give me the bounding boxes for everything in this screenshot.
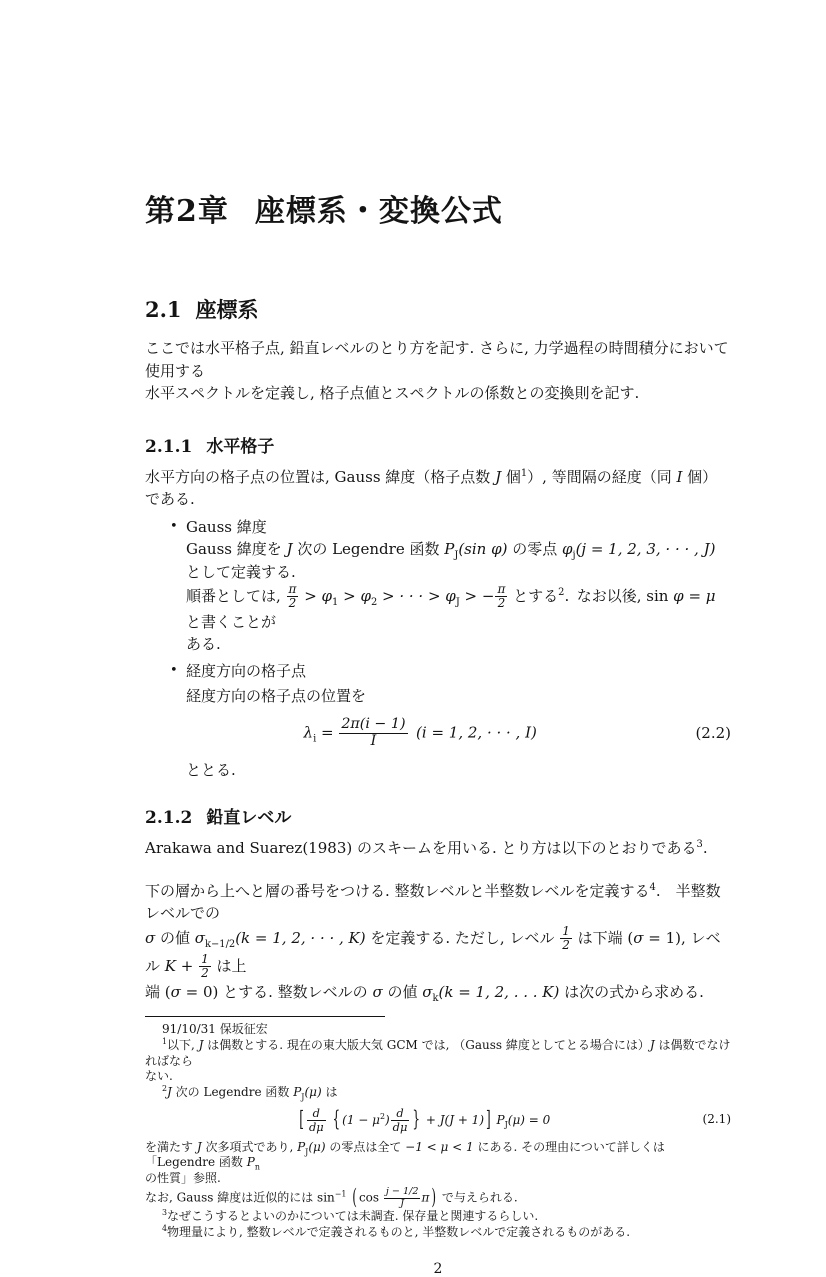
section-2-1-paragraph-line-2: 水平スペクトルを定義し, 格子点値とスペクトルの係数との変換則を記す. <box>145 384 640 402</box>
section-2-1-1-number: 2.1.1 <box>145 436 193 457</box>
longitude-grid-intro-line: 経度方向の格子点の位置を <box>186 687 367 706</box>
longitude-grid-bullet-content <box>186 660 731 781</box>
section-2-1-number: 2.1 <box>145 297 182 322</box>
section-2-1-paragraph-line-1: ここでは水平格子点, 鉛直レベルのとり方を記す. さらに, 力学過程の時間積分において使用する <box>145 339 729 380</box>
footnote-1-line-2: ない. <box>145 1069 173 1084</box>
footnote-block <box>145 1022 731 1241</box>
gauss-latitude-bullet-content <box>186 516 731 656</box>
section-2-1-2-title: 鉛直レベル <box>206 808 292 829</box>
vertical-level-paragraph-1: Arakawa and Suarez(1983) のスキームを用いる. とり方は以下のとおりである$^3$. <box>145 839 708 858</box>
footnote-1-line-1: $^1$以下, J は偶数とする. 現在の東大版大気 GCM では, （Gauss 緯度としてとる場合には）J は偶数でなければなら <box>145 1036 731 1068</box>
chapter-number: 第2章 <box>145 194 229 229</box>
footnote-3: $^3$なぜこうするとよいのかについては未調査. 保存量と関連するらしい. <box>162 1208 539 1224</box>
section-2-1-1-title: 水平格子 <box>206 436 275 457</box>
section-2-1-heading <box>145 294 731 324</box>
gauss-latitude-line-1: Gauss 緯度を J 次の Legendre 函数 $P_J(\sin$ φ) の零点 $\varphi_j(j = 1$, 2, 3, · · · , J) として定義する. <box>186 540 716 581</box>
section-2-1-1-heading <box>145 432 731 457</box>
footnote-rule <box>145 1016 385 1017</box>
chapter-title: 座標系・変換公式 <box>254 194 503 229</box>
gauss-latitude-line-3: ある. <box>186 635 221 654</box>
equation-2-2-body: $\lambda_i$ = $\frac{2\pi(i - 1)}{I}$ (i = 1, 2, · · · , I) <box>303 715 537 749</box>
gauss-latitude-line-2: 順番としては, $\frac{\pi}{2}$ > $\varphi_1 > \varphi_2$ > · · · > $\varphi_J$ > − $\frac{\pi}{2}$ とする$^2$. なお以後, sin φ = μ と書くことが <box>186 582 716 631</box>
horizontal-grid-intro-line: 水平方向の格子点の位置は, Gauss 緯度（格子点数 J 個$^1$）, 等間隔の経度（同 I 個）である. <box>145 467 718 508</box>
vertical-level-line-1: 下の層から上へと層の番号をつける. 整数レベルと半整数レベルを定義する$^4$. 半整数レベルでの <box>145 881 721 923</box>
longitude-grid-after-line: ととる. <box>186 760 236 779</box>
gauss-latitude-label: Gauss 緯度 <box>186 517 267 536</box>
vertical-level-line-3: 端 (σ = 0) とする. 整数レベルの σ の値 $\sigma_k(k = 1$, 2, . . . K) は次の式から求める. <box>145 982 704 1004</box>
footnote-2-cont-line-1: を満たす J 次多項式であり, $P_J(\mu)$ の零点は全て −1 < μ < 1 にある. その理由について詳しくは「Legendre 函数 $P_n$ <box>145 1139 665 1172</box>
page-number: 2 <box>433 1261 443 1277</box>
equation-2-2 <box>145 717 731 750</box>
equation-2-1-body: [ $\frac{d}{d\mu}$ { $(1 - \mu^2)$ $\frac{d}{d\mu}$ } + J(J + 1) ] $P_J(\mu) = 0$ <box>299 1106 551 1134</box>
chapter-heading <box>145 186 731 230</box>
bullet-marker-icon: • <box>170 518 178 534</box>
footnote-2-cont-line-2: の性質」参照. <box>145 1171 221 1186</box>
longitude-grid-label: 経度方向の格子点 <box>186 661 307 680</box>
equation-2-1-number: (2.1) <box>702 1112 731 1127</box>
section-2-1-2-heading <box>145 803 731 828</box>
section-2-1-title: 座標系 <box>195 297 259 322</box>
longitude-grid-bullet-item <box>170 660 731 781</box>
bullet-marker-icon: • <box>170 662 178 678</box>
footnote-2-approx-line: なお, Gauss 緯度は近似的には $\sin^{-1}$ ( cos $\frac{j - 1/2}{J}$ π ) で与えられる. <box>145 1184 518 1209</box>
equation-2-2-number: (2.2) <box>695 724 731 743</box>
footnote-2-intro: $^2$J 次の Legendre 函数 $P_J(\mu)$ は <box>162 1084 338 1102</box>
footnote-date-author: 91/10/31 保坂征宏 <box>162 1022 268 1037</box>
footnote-4: $^4$物理量により, 整数レベルで定義されるものと, 半整数レベルで定義されるものがある. <box>162 1224 631 1240</box>
gauss-latitude-bullet-item <box>170 516 731 656</box>
equation-2-1 <box>145 1107 731 1134</box>
vertical-level-line-2: σ の値 $\sigma_{k-1/2}(k = 1$, 2, · · · , K) を定義する. ただし, レベル $\frac{1}{2}$ は下端 (σ = 1), レベル K + $\frac{1}{2}$ は上 <box>145 923 721 981</box>
section-2-1-2-number: 2.1.2 <box>145 808 193 829</box>
